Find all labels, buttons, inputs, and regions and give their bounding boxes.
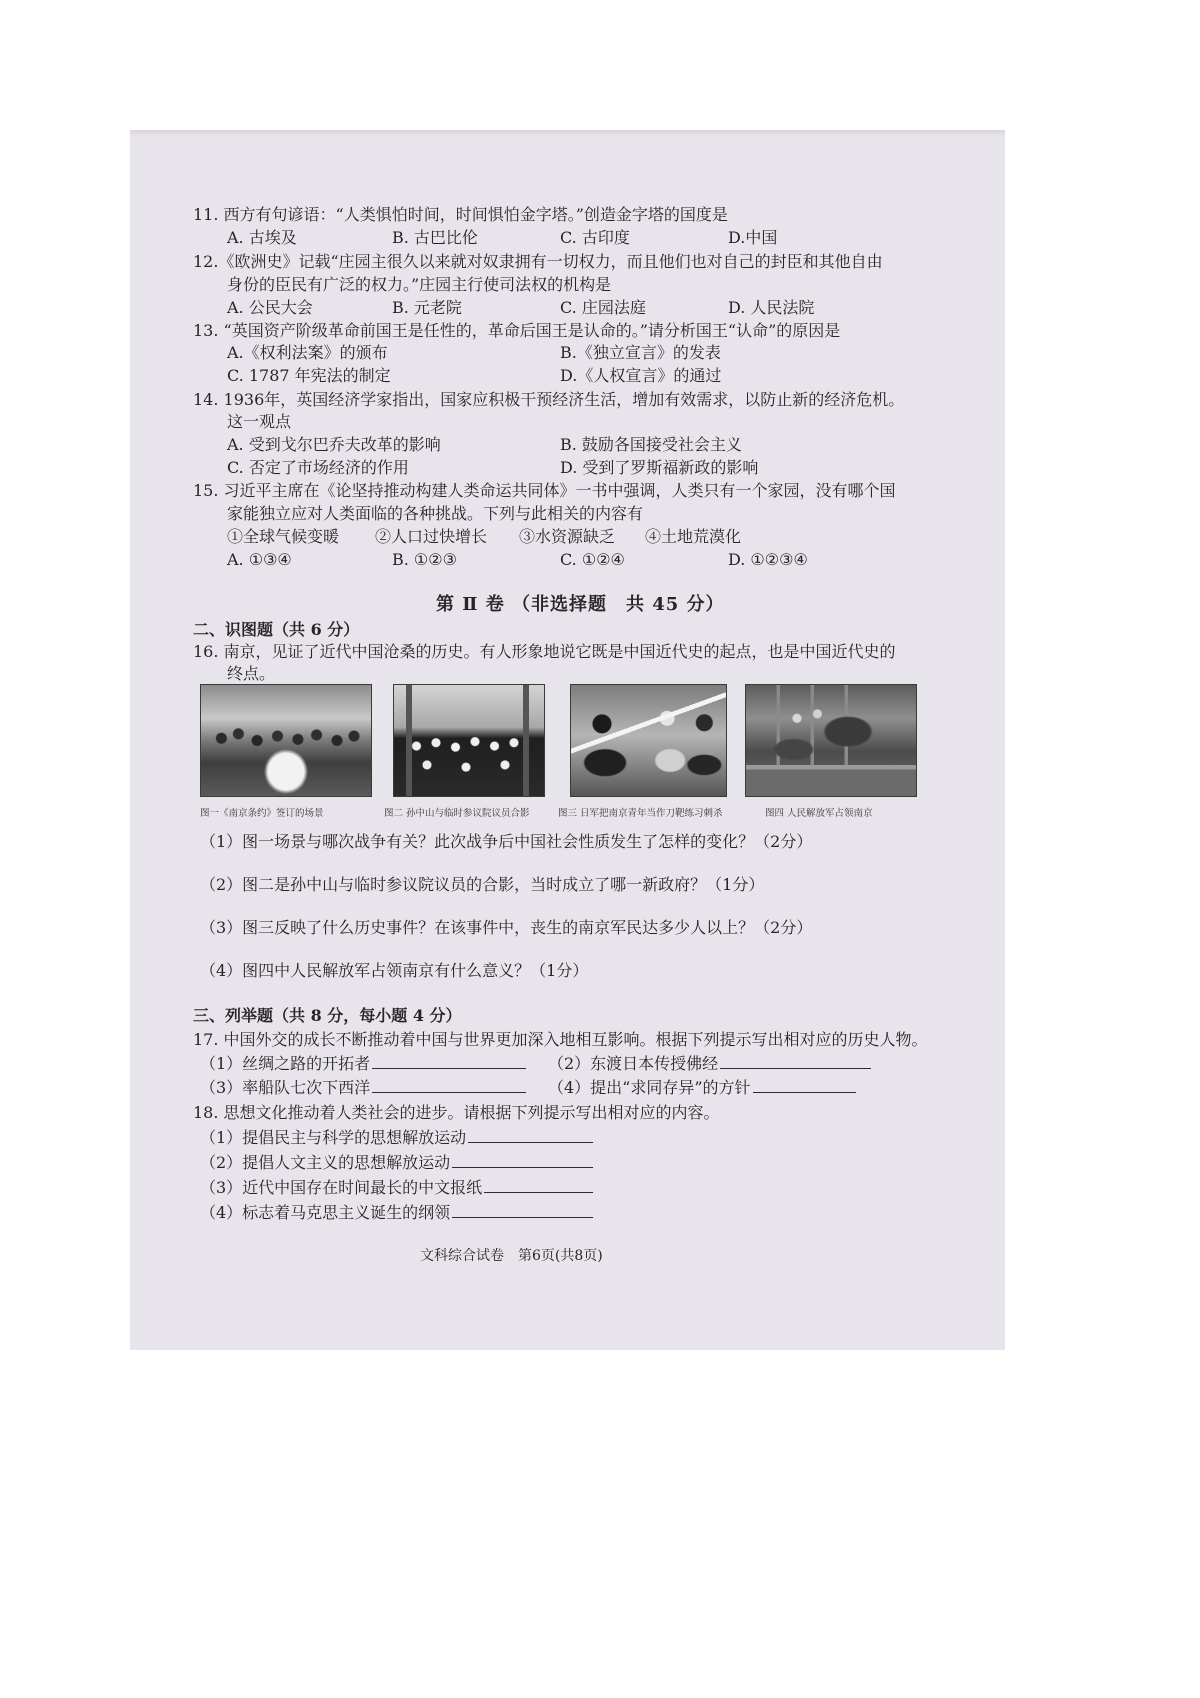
question-14-option-d: D. 受到了罗斯福新政的影响: [560, 458, 759, 477]
part-2-title: 第 Ⅱ 卷 （非选择题 共 45 分）: [436, 594, 725, 615]
question-15-stem: 15. 习近平主席在《论坚持推动构建人类命运共同体》一书中强调，人类只有一个家园，没有哪个国: [193, 481, 896, 500]
answer-blank: [372, 1053, 526, 1069]
question-16-stem-cont: 终点。: [227, 664, 276, 683]
figure-2-caption: 图二 孙中山与临时参议院议员合影: [384, 808, 530, 819]
question-18-item-1-label: （1）提倡民主与科学的思想解放运动: [200, 1128, 467, 1147]
answer-blank: [372, 1077, 526, 1093]
answer-blank: [484, 1177, 593, 1193]
section-2-heading: 二、识图题（共 6 分）: [193, 620, 360, 639]
answer-blank: [452, 1152, 593, 1168]
question-11-option-b: B. 古巴比伦: [392, 228, 478, 247]
question-17-item-1-label: （1）丝绸之路的开拓者: [200, 1054, 371, 1073]
answer-blank: [753, 1077, 856, 1093]
question-17-item-1: [200, 1053, 526, 1075]
question-18-item-4-label: （4）标志着马克思主义诞生的纲领: [200, 1203, 451, 1222]
question-14-option-b: B. 鼓励各国接受社会主义: [560, 435, 742, 454]
question-13-option-b: B.《独立宣言》的发表: [560, 343, 721, 362]
figure-1-photo: [200, 684, 372, 797]
question-15-option-a: A. ①③④: [227, 550, 292, 569]
page-footer: 文科综合试卷 第6页(共8页): [420, 1248, 603, 1264]
question-12-option-c: C. 庄园法庭: [560, 298, 646, 317]
question-15-stem-cont: 家能独立应对人类面临的各种挑战。下列与此相关的内容有: [227, 504, 644, 523]
question-18-item-4: [200, 1202, 593, 1224]
question-17-item-2-label: （2）东渡日本传授佛经: [548, 1054, 719, 1073]
figure-2-photo: [393, 684, 545, 797]
question-15-option-c: C. ①②④: [560, 550, 625, 569]
question-12-option-d: D. 人民法院: [728, 298, 815, 317]
question-17-stem: 17. 中国外交的成长不断推动着中国与世界更加深入地相互影响。根据下列提示写出相对应的历史人物。: [193, 1030, 928, 1049]
question-18-item-2-label: （2）提倡人文主义的思想解放运动: [200, 1153, 451, 1172]
scan-edge: [130, 130, 1005, 136]
question-18-item-3: [200, 1177, 593, 1199]
question-17-item-3-label: （3）率船队七次下西洋: [200, 1078, 371, 1097]
question-18-item-2: [200, 1152, 593, 1174]
question-17-item-3: [200, 1077, 526, 1099]
question-13-option-a: A.《权利法案》的颁布: [227, 343, 388, 362]
question-16-sub-2: （2）图二是孙中山与临时参议院议员的合影，当时成立了哪一新政府？（1分）: [200, 875, 765, 894]
question-17-item-4-label: （4）提出“求同存异”的方针: [548, 1078, 751, 1097]
answer-blank: [468, 1127, 593, 1143]
section-3-heading: 三、列举题（共 8 分，每小题 4 分）: [193, 1006, 462, 1025]
question-12-stem-cont: 身份的臣民有广泛的权力。”庄园主行使司法权的机构是: [227, 275, 612, 294]
question-13-option-c: C. 1787 年宪法的制定: [227, 366, 391, 385]
question-18-item-1: [200, 1127, 593, 1149]
figure-1-caption: 图一《南京条约》签订的场景: [200, 808, 324, 819]
question-18-stem: 18. 思想文化推动着人类社会的进步。请根据下列提示写出相对应的内容。: [193, 1103, 720, 1122]
question-16-sub-1: （1）图一场景与哪次战争有关？此次战争后中国社会性质发生了怎样的变化？（2分）: [200, 832, 813, 851]
question-15-item-2: ②人口过快增长: [375, 527, 488, 546]
question-16-sub-3: （3）图三反映了什么历史事件？在该事件中，丧生的南京军民达多少人以上？（2分）: [200, 918, 813, 937]
question-16-sub-4: （4）图四中人民解放军占领南京有什么意义？（1分）: [200, 961, 589, 980]
question-15-item-1: ①全球气候变暖: [227, 527, 340, 546]
question-12-option-a: A. 公民大会: [227, 298, 313, 317]
question-14-stem-cont: 这一观点: [227, 412, 292, 431]
question-15-item-4: ④土地荒漠化: [645, 527, 742, 546]
question-15-option-d: D. ①②③④: [728, 550, 808, 569]
question-17-item-2: [548, 1053, 871, 1075]
answer-blank: [720, 1053, 871, 1069]
figure-3-caption: 图三 日军把南京青年当作刀靶练习刺杀: [558, 808, 723, 819]
question-11-option-c: C. 古印度: [560, 228, 630, 247]
figure-4-photo: [745, 684, 917, 797]
question-14-option-c: C. 否定了市场经济的作用: [227, 458, 409, 477]
question-14-option-a: A. 受到戈尔巴乔夫改革的影响: [227, 435, 441, 454]
figure-4-caption: 图四 人民解放军占领南京: [765, 808, 873, 819]
question-11-stem: 11. 西方有句谚语：“人类惧怕时间，时间惧怕金字塔。”创造金字塔的国度是: [193, 205, 728, 224]
question-12-option-b: B. 元老院: [392, 298, 462, 317]
question-11-option-d: D.中国: [728, 228, 778, 247]
question-13-stem: 13. “英国资产阶级革命前国王是任性的，革命后国王是认命的。”请分析国王“认命”的原因是: [193, 321, 841, 340]
question-15-option-b: B. ①②③: [392, 550, 457, 569]
question-13-option-d: D.《人权宣言》的通过: [560, 366, 722, 385]
question-12-stem: 12.《欧洲史》记载“庄园主很久以来就对奴隶拥有一切权力，而且他们也对自己的封臣和其他自由: [193, 252, 883, 271]
answer-blank: [452, 1202, 593, 1218]
question-18-item-3-label: （3）近代中国存在时间最长的中文报纸: [200, 1178, 483, 1197]
question-15-item-3: ③水资源缺乏: [519, 527, 616, 546]
question-16-stem: 16. 南京，见证了近代中国沧桑的历史。有人形象地说它既是中国近代史的起点，也是中国近代史的: [193, 642, 896, 661]
question-17-item-4: [548, 1077, 856, 1099]
question-11-option-a: A. 古埃及: [227, 228, 297, 247]
question-14-stem: 14. 1936年，英国经济学家指出，国家应积极干预经济生活，增加有效需求，以防止新的经济危机。: [193, 390, 905, 409]
figure-3-photo: [570, 684, 727, 797]
